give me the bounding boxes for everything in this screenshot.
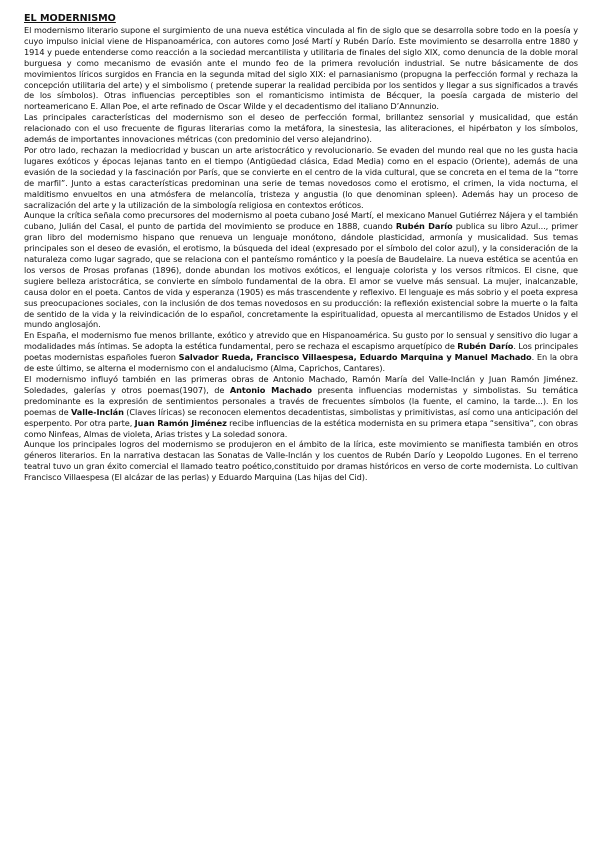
text-run: En España, el modernismo fue menos brillante, exótico y atrevido que en Hispanoamérica. Su gusto por lo sensual y sensitivo dio lugar a modalidades más íntimas. Se adopta la estética fundamental, pero se rechaza el escapismo arquetípico de	[24, 330, 578, 352]
bold-text-run: Valle-Inclán	[70, 406, 124, 417]
text-run: . Los principales poetas modernistas españoles fueron	[24, 341, 579, 363]
paragraph	[24, 439, 578, 483]
paragraph	[24, 210, 578, 330]
text-run: Aunque la crítica señala como precursores del modernismo al poeta cubano José Martí, el mexicano Manuel Gutiérrez Nájera y el también cubano, Julián del Casal, el punto de partida del movimiento se produce en 1888, cuando	[24, 210, 578, 232]
bold-text-run: Antonio Machado	[229, 384, 312, 395]
text-run: (Claves líricas) se reconocen elementos decadentistas, simbolistas y primitivistas, así como una anticipación del esperpento. Por otra parte,	[24, 406, 578, 428]
paragraph	[24, 145, 578, 210]
text-run: Por otro lado, rechazan la mediocridad y buscan un arte aristocrático y revolucionario. Se evaden del mundo real que no les gusta hacia lugares exóticos y épocas lejanas tanto en el tiempo (Antigüedad clásica, Edad Media) como en el espacio (Oriente), además de una evasión de la sociedad y la fascinación por París, que se convierte en el centro de la vida cultural, que se concreta en el tema de la “torre de marfil”. Junto a estas características predominan una serie de temas novedosos como el erotismo, el crimen, la vida nocturna, el malditismo envueltos en una atmósfera de melancolía, tristeza y angustia (lo que denominan spleen). Además hay un proceso de sacralización del arte y la utilización de la simbología religiosa en contextos eróticos.	[24, 144, 578, 210]
text-run: presenta influencias modernistas y simbolistas. Su temática predominante es la expresión de sentimientos personales a través de frecuentes símbolos (la fuente, el camino, la tarde...). En los poemas de	[24, 384, 579, 417]
text-run: recibe influencias de la estética modernista en su primera etapa “sensitiva”, con obras como Ninfeas, Almas de violeta, Arias tristes y La soledad sonora.	[24, 417, 578, 439]
bold-text-run: Salvador Rueda, Francisco Villaespesa, Eduardo Marquina y Manuel Machado	[178, 352, 532, 363]
text-run: . En la obra de este último, se alterna el modernismo con el andalucismo (Alma, Caprichos, Cantares).	[24, 352, 579, 374]
text-run: Aunque los principales logros del modernismo se produjeron en el ámbito de la lírica, este movimiento se manifiesta también en otros géneros literarios. En la narrativa destacan las Sonatas de Valle-Inclán y los cuentos de Rubén Darío y Leopoldo Lugones. En el terreno teatral tuvo un gran éxito comercial el llamado teatro poético,constituido por dramas históricos en verso de corte modernista. Lo cultivan Francisco Villaespesa (El alcázar de las perlas) y Eduardo Marquina (Las hijas del Cid).	[24, 439, 578, 483]
paragraph	[24, 112, 578, 145]
paragraph	[24, 330, 578, 374]
document-title: EL MODERNISMO	[24, 13, 116, 24]
text-run: El modernismo literario supone el surgimiento de una nueva estética vinculada al fin de siglo que se desarrolla sobre todo en la poesía y cuyo impulso inicial viene de Hispanoamérica, con autores como José Martí y Rubén Darío. Este movimiento se desarrolla entre 1880 y 1914 y puede entenderse como reacción a la sociedad mercantilista y utilitaria de finales del siglo XIX, como denuncia de la doble moral burguesa y como mecanismo de evasión ante el mundo feo de la primera revolución industrial. Se nutre básicamente de dos movimientos líricos surgidos en Francia en la segunda mitad del siglo XIX: el parnasianismo (propugna la perfección formal y rechaza la concepción utilitaria del arte) y el simbolismo ( pretende superar la realidad percibida por los sentidos y llegar a sus significados a través de los símbolos). Otras influencias perceptibles son el romanticismo intimista de Bécquer, la poesía cargada de misterio del norteamericano E. Allan Poe, el arte refinado de Oscar Wilde y el decadentismo del italiano D’Annunzio.	[24, 25, 578, 112]
paragraph	[24, 25, 578, 112]
text-run: Las principales características del modernismo son el deseo de perfección formal, brillantez sensorial y musicalidad, que están relacionado con el uso frecuente de figuras literarias como la metáfora, la sinestesia, las aliteraciones, el hipérbaton y los símbolos, además de importantes innovaciones métricas (con predominio del verso alejandrino).	[24, 112, 578, 145]
document-body	[24, 25, 578, 483]
text-run: publica su libro Azul..., primer gran libro del modernismo hispano que renueva un lenguaje monótono, dándole plasticidad, armonía y musicalidad. Sus temas principales son el deseo de evasión, el erotismo, la búsqueda del ideal (expresado por el símbolo del color azul), y la consideración de la naturaleza como lugar sagrado, que se relaciona con el panteísmo romántico y la poesía de Baudelaire. La nueva estética se acentúa en los versos de Prosas profanas (1896), donde abundan los motivos exóticos, el lenguaje colorista y los versos rítmicos. El cisne, que sugiere belleza aristocrática, se convierte en símbolo fundamental de la obra. El amor se vuelve más sensual. La mujer, inalcanzable, causa dolor en el poeta. Cantos de vida y esperanza (1905) es más trascendente y reflexivo. El lenguaje es más sobrio y el poeta expresa sus preocupaciones sociales, con la inclusión de dos temas novedosos en su producción: la reflexión existencial sobre la muerte o la falta de sentido de la vida y la reivindicación de lo español, concretamente la espiritualidad, opuesta al mercantilismo de Estados Unidos y el mundo anglosajón.	[24, 221, 579, 330]
text-run: El modernismo influyó también en las primeras obras de Antonio Machado, Ramón María del Valle-Inclán y Juan Ramón Jiménez. Soledades, galerías y otros poemas(1907), de	[24, 374, 578, 395]
bold-text-run: Juan Ramón Jiménez	[134, 417, 227, 428]
paragraph	[24, 374, 578, 439]
bold-text-run: Rubén Darío	[395, 221, 453, 232]
bold-text-run: Rubén Darío	[457, 341, 514, 352]
